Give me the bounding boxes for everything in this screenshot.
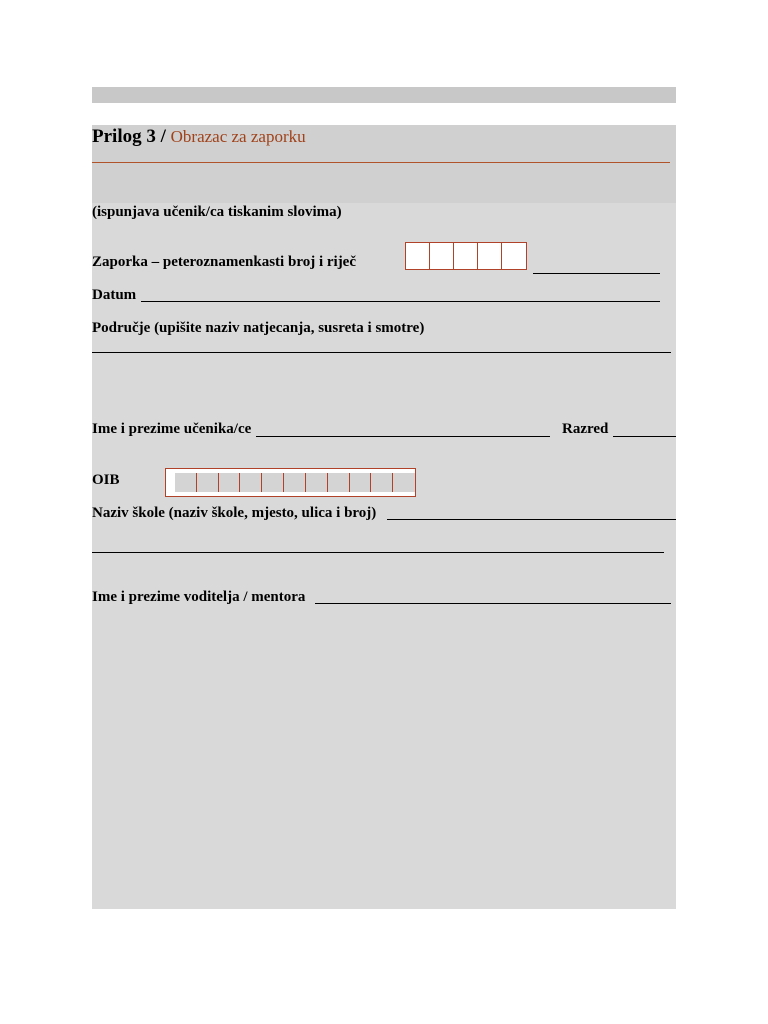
zaporka-digit-box[interactable] xyxy=(478,243,502,269)
zaporka-digit-box[interactable] xyxy=(502,243,526,269)
oib-digit-box[interactable] xyxy=(350,473,372,492)
datum-label: Datum xyxy=(92,287,137,303)
zaporka-digit-box[interactable] xyxy=(430,243,454,269)
oib-digit-box[interactable] xyxy=(240,473,262,492)
oib-label: OIB xyxy=(92,472,120,488)
oib-digit-box[interactable] xyxy=(284,473,306,492)
page-title xyxy=(92,126,306,148)
zaporka-word-field[interactable] xyxy=(533,273,660,274)
oib-digit-box[interactable] xyxy=(197,473,219,492)
naziv-skole-field-continued[interactable] xyxy=(92,552,664,553)
voditelj-label: Ime i prezime voditelja / mentora xyxy=(92,589,306,605)
oib-digit-box[interactable] xyxy=(393,473,415,492)
razred-label: Razred xyxy=(562,421,609,437)
ime-ucenika-label: Ime i prezime učenika/ce xyxy=(92,421,252,437)
zaporka-digit-box[interactable] xyxy=(454,243,478,269)
oib-digit-input[interactable] xyxy=(165,468,416,497)
oib-digit-box[interactable] xyxy=(219,473,241,492)
top-gray-band xyxy=(92,87,676,103)
title-divider xyxy=(92,162,670,163)
voditelj-field[interactable] xyxy=(315,603,671,604)
title-main: Prilog 3 / xyxy=(92,126,166,147)
naziv-skole-label: Naziv škole (naziv škole, mjesto, ulica i broj) xyxy=(92,505,377,521)
oib-digit-box[interactable] xyxy=(262,473,284,492)
zaporka-label: Zaporka – peteroznamenkasti broj i riječ xyxy=(92,254,357,270)
title-subtitle: Obrazac za zaporku xyxy=(170,127,306,146)
datum-field[interactable] xyxy=(141,301,660,302)
oib-digit-box[interactable] xyxy=(306,473,328,492)
podrucje-label: Područje (upišite naziv natjecanja, susreta i smotre) xyxy=(92,320,425,336)
naziv-skole-field[interactable] xyxy=(387,519,676,520)
oib-digit-box[interactable] xyxy=(328,473,350,492)
zaporka-digit-box[interactable] xyxy=(406,243,430,269)
oib-digit-box[interactable] xyxy=(175,473,197,492)
podrucje-field[interactable] xyxy=(92,352,671,353)
oib-padding xyxy=(166,469,175,496)
ime-ucenika-field[interactable] xyxy=(256,436,550,437)
oib-digit-box[interactable] xyxy=(371,473,393,492)
zaporka-digit-input[interactable] xyxy=(405,242,527,270)
instruction-text: (ispunjava učenik/ca tiskanim slovima) xyxy=(92,204,342,220)
razred-field[interactable] xyxy=(613,436,676,437)
